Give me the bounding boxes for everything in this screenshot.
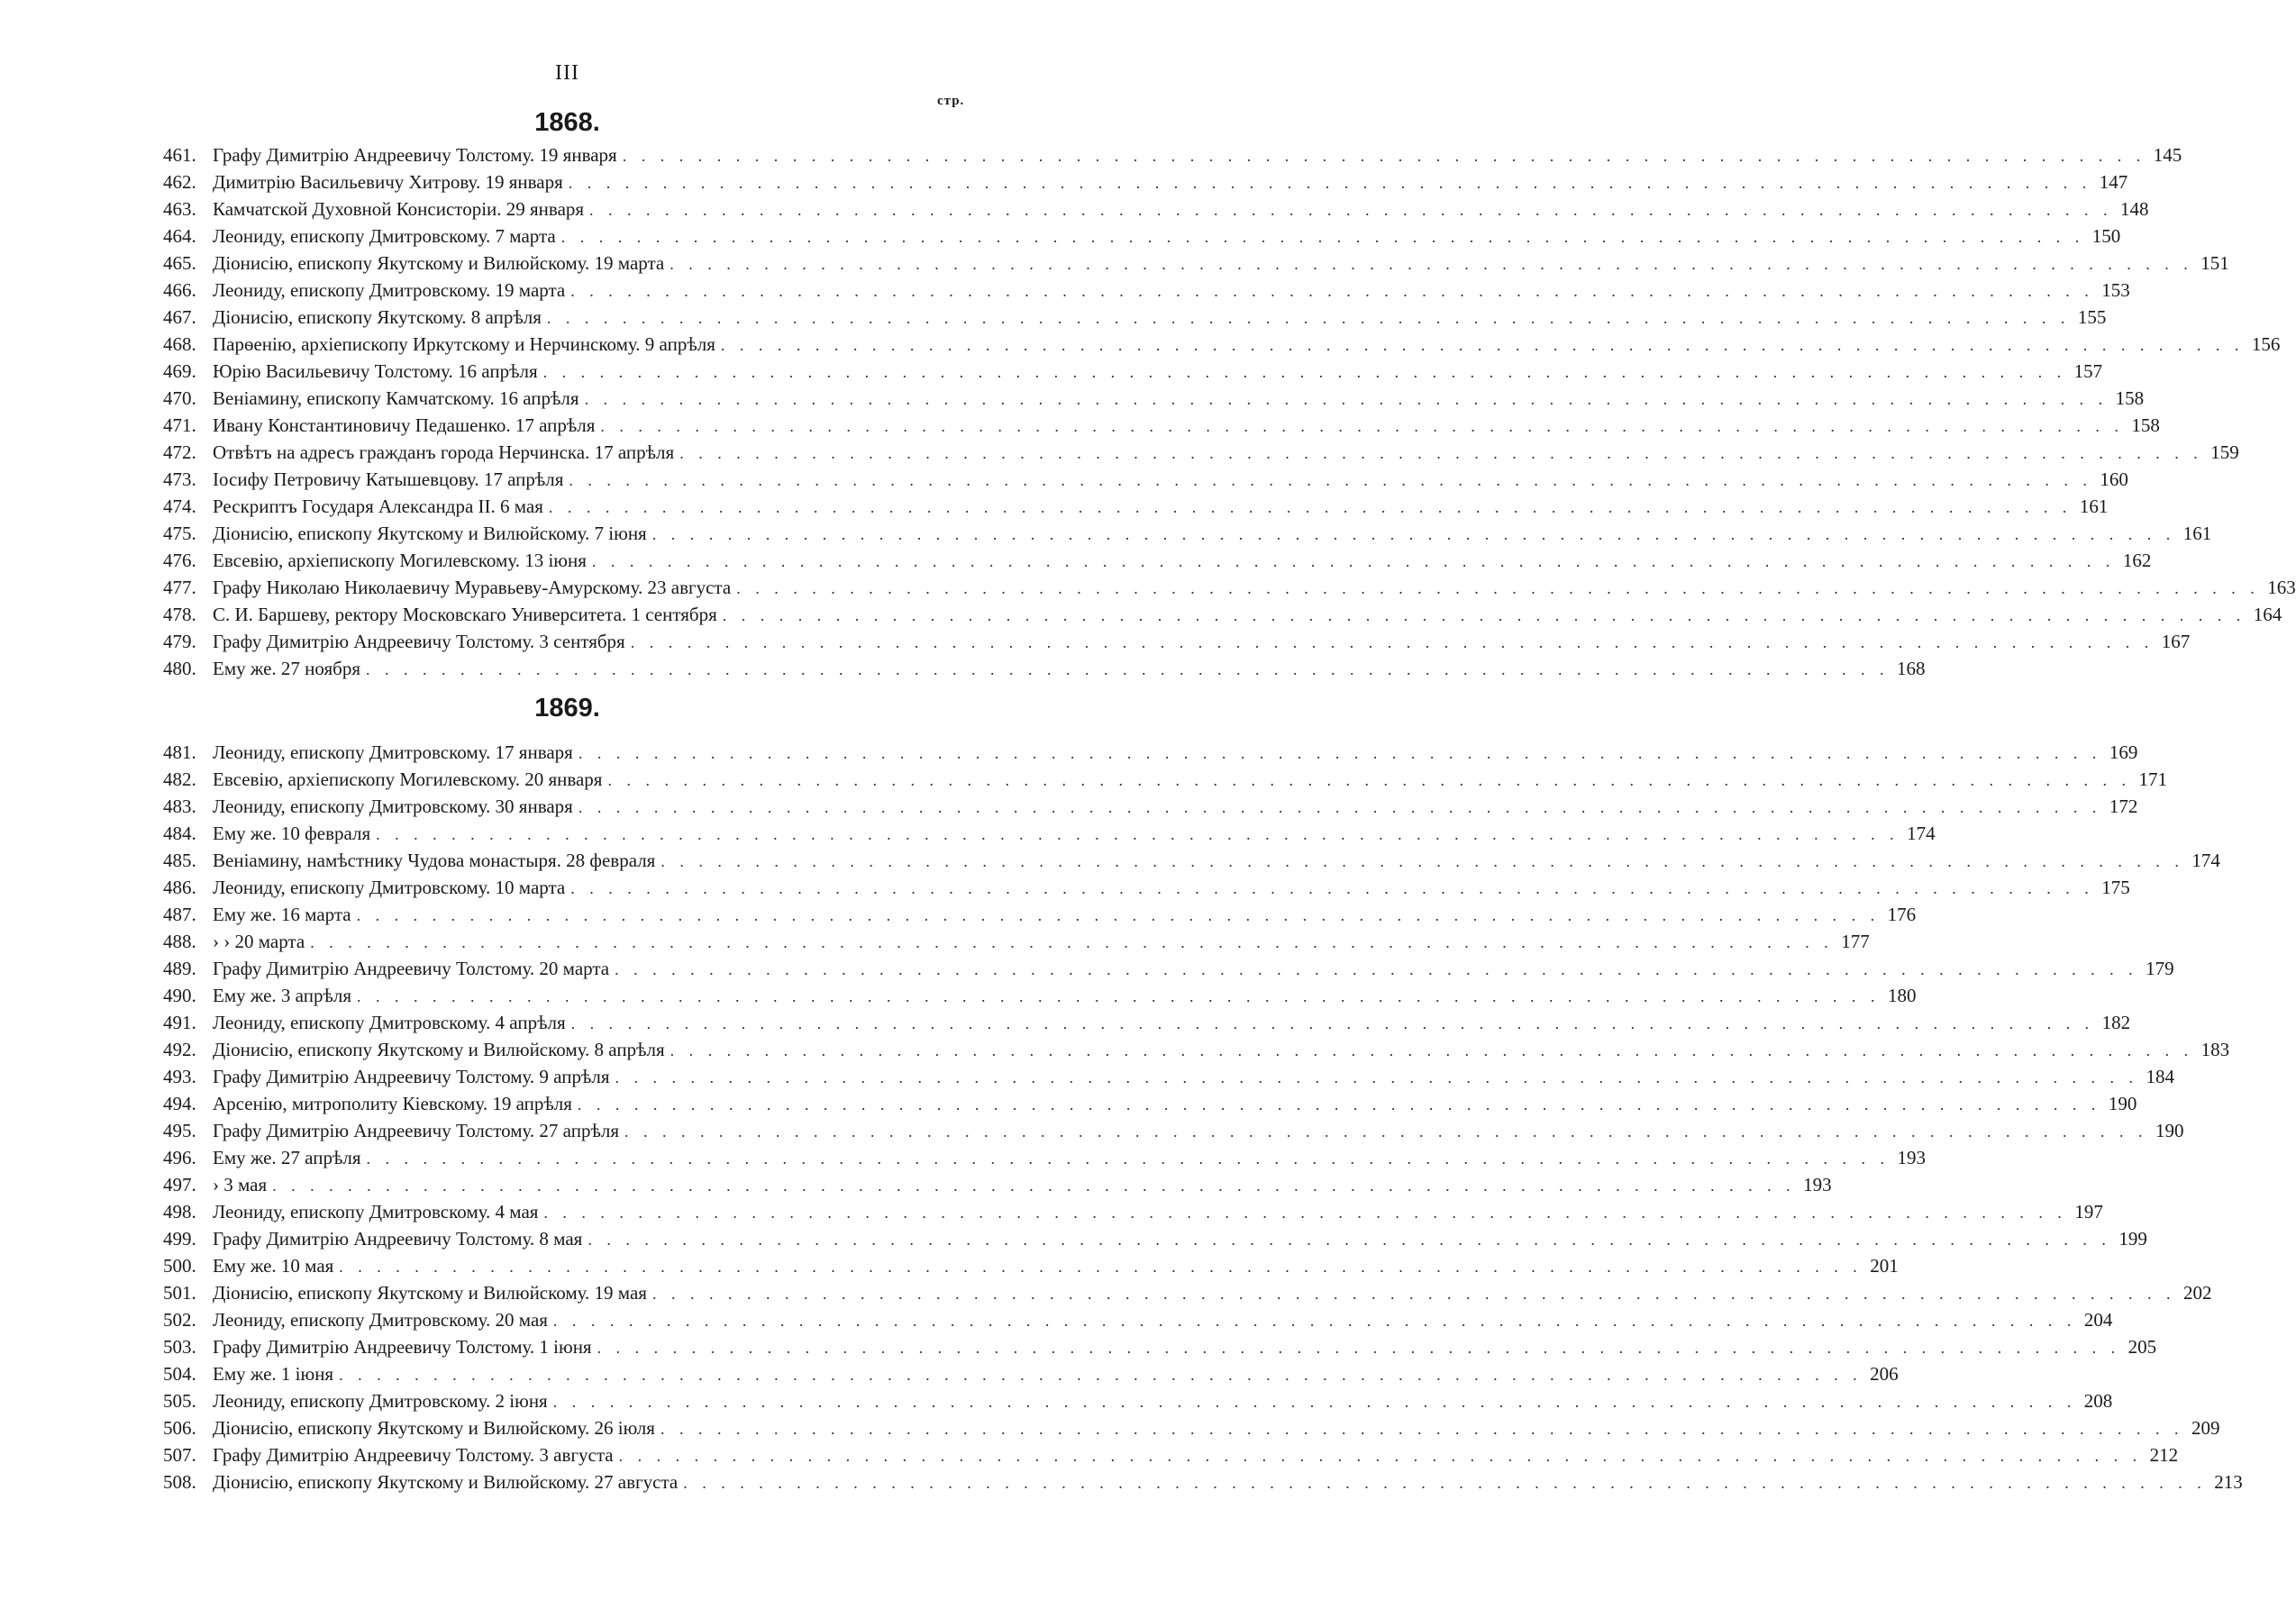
toc-entry: [163, 277, 2130, 304]
toc-entry: [163, 766, 2167, 793]
entry-number: 493.: [163, 1066, 196, 1087]
dot-leader: [652, 1280, 2176, 1307]
entry-number: 481.: [163, 741, 196, 763]
entry-page-number: 180: [1888, 985, 1917, 1006]
entry-number: 479.: [163, 631, 196, 652]
entry-page-number: 199: [2118, 1228, 2147, 1250]
dot-leader: [570, 875, 2094, 902]
entry-title: Діонисію, епископу Якутскому и Вилюйскому. 19 марта: [213, 252, 665, 274]
dot-leader: [357, 902, 1881, 929]
entry-number: 482.: [163, 768, 196, 790]
entry-page-number: 174: [2191, 850, 2220, 871]
dot-leader: [579, 740, 2102, 767]
year-heading-1868: 1868.: [534, 108, 600, 137]
dot-leader: [549, 494, 2073, 521]
entry-page-number: 177: [1841, 931, 1870, 952]
dot-leader: [570, 277, 2094, 305]
entry-number: 507.: [163, 1444, 196, 1466]
entry-page-number: 205: [2127, 1336, 2157, 1358]
entry-title: Рескриптъ Государя Александра II. 6 мая: [213, 495, 543, 517]
entry-title: Леониду, епископу Дмитровскому. 4 апрѣля: [213, 1012, 566, 1033]
entry-number: 497.: [163, 1174, 196, 1195]
entry-number: 508.: [163, 1471, 196, 1493]
dot-leader: [569, 169, 2092, 196]
toc-list-1868: [163, 141, 2296, 682]
entry-title: Ему же. 16 марта: [213, 904, 351, 925]
entry-title: Леониду, епископу Дмитровскому. 30 января: [213, 795, 573, 817]
entry-number: 499.: [163, 1228, 196, 1250]
toc-entry: [163, 1090, 2137, 1117]
entry-title: Евсевію, архіепископу Могилевскому. 13 іюня: [213, 550, 587, 571]
entry-page-number: 157: [2073, 360, 2103, 382]
entry-number: 465.: [163, 252, 196, 274]
dot-leader: [661, 848, 2184, 875]
toc-entry: [163, 547, 2152, 574]
entry-title: Леониду, епископу Дмитровскому. 10 марта: [213, 877, 566, 898]
entry-title: Ему же. 27 апрѣля: [213, 1147, 361, 1168]
entry-page-number: 202: [2182, 1282, 2212, 1304]
entry-number: 500.: [163, 1255, 196, 1277]
entry-number: 468.: [163, 333, 196, 355]
toc-entry: [163, 1333, 2157, 1360]
entry-page-number: 209: [2191, 1417, 2220, 1439]
entry-title: Камчатской Духовной Консисторіи. 29 января: [213, 198, 585, 220]
entry-title: С. И. Баршеву, ректору Московскаго Университета. 1 сентября: [213, 604, 717, 625]
dot-leader: [721, 332, 2245, 359]
toc-entry: [163, 1009, 2131, 1036]
entry-page-number: 161: [2182, 523, 2212, 544]
entry-title: Діонисію, епископу Якутскому и Вилюйскому. 19 мая: [213, 1282, 647, 1304]
entry-title: Леониду, епископу Дмитровскому. 19 марта: [213, 279, 566, 301]
entry-number: 487.: [163, 904, 196, 925]
entry-page-number: 190: [2108, 1093, 2137, 1114]
toc-entry: [163, 1279, 2212, 1306]
dot-leader: [553, 1307, 2077, 1334]
entry-title: Веніамину, епископу Камчатскому. 16 апрѣля: [213, 387, 579, 409]
entry-title: Леониду, епископу Дмитровскому. 7 марта: [213, 225, 556, 247]
entry-page-number: 174: [1907, 823, 1936, 844]
entry-title: Графу Димитрію Андреевичу Толстому. 20 марта: [213, 958, 610, 979]
toc-entry: [163, 1144, 1926, 1171]
entry-number: 466.: [163, 279, 196, 301]
entry-page-number: 158: [2131, 414, 2160, 436]
entry-number: 475.: [163, 523, 196, 544]
entry-page-number: 167: [2161, 631, 2191, 652]
entry-number: 464.: [163, 225, 196, 247]
dot-leader: [615, 956, 2138, 983]
entry-number: 461.: [163, 144, 196, 166]
toc-entry: [163, 466, 2128, 493]
entry-title: Графу Николаю Николаевичу Муравьеву-Амурскому. 23 августа: [213, 577, 732, 598]
entry-title: Графу Димитрію Андреевичу Толстому. 27 апрѣля: [213, 1120, 619, 1141]
entry-page-number: 164: [2253, 604, 2282, 625]
toc-entry: [163, 304, 2107, 331]
dot-leader: [661, 1415, 2184, 1442]
entry-number: 501.: [163, 1282, 196, 1304]
entry-title: Ему же. 27 ноября: [213, 658, 361, 679]
entry-page-number: 147: [2099, 171, 2128, 193]
dot-leader: [592, 548, 2116, 575]
toc-entry: [163, 982, 1917, 1009]
dot-leader: [589, 196, 2113, 223]
entry-number: 484.: [163, 823, 196, 844]
entry-page-number: 162: [2122, 550, 2152, 571]
toc-entry: [163, 1225, 2147, 1252]
toc-entry: [163, 574, 2296, 601]
entry-page-number: 155: [2077, 306, 2107, 328]
entry-number: 496.: [163, 1147, 196, 1168]
dot-leader: [624, 1118, 2148, 1145]
toc-entry: [163, 1441, 2179, 1468]
entry-page-number: 208: [2083, 1390, 2113, 1412]
entry-number: 504.: [163, 1363, 196, 1385]
dot-leader: [585, 386, 2109, 413]
toc-entry: [163, 331, 2281, 358]
entry-number: 486.: [163, 877, 196, 898]
entry-number: 462.: [163, 171, 196, 193]
toc-entry: [163, 1468, 2243, 1495]
entry-number: 469.: [163, 360, 196, 382]
entry-page-number: 163: [2267, 577, 2296, 598]
entry-title: Леониду, епископу Дмитровскому. 2 іюня: [213, 1390, 548, 1412]
entry-page-number: 171: [2138, 768, 2167, 790]
dot-leader: [736, 575, 2260, 602]
entry-number: 474.: [163, 495, 196, 517]
entry-page-number: 169: [2109, 741, 2138, 763]
entry-title: Діонисію, епископу Якутскому и Вилюйскому. 7 іюня: [213, 523, 647, 544]
entry-page-number: 193: [1803, 1174, 1832, 1195]
dot-leader: [600, 413, 2124, 440]
toc-entry: [163, 1252, 1899, 1279]
entry-title: Арсенію, митрополиту Кіевскому. 19 апрѣля: [213, 1093, 572, 1114]
dot-leader: [553, 1388, 2077, 1415]
entry-title: Діонисію, епископу Якутскому. 8 апрѣля: [213, 306, 542, 328]
toc-entry: [163, 739, 2138, 766]
entry-number: 483.: [163, 795, 196, 817]
entry-title: Евсевію, архіепископу Могилевскому. 20 января: [213, 768, 603, 790]
entry-title: Ивану Константиновичу Педашенко. 17 апрѣля: [213, 414, 596, 436]
entry-page-number: 159: [2210, 441, 2239, 463]
toc-entry: [163, 901, 1917, 928]
dot-leader: [272, 1172, 1796, 1199]
entry-number: 492.: [163, 1039, 196, 1060]
entry-title: Графу Димитрію Андреевичу Толстому. 1 іюня: [213, 1336, 592, 1358]
entry-page-number: 168: [1897, 658, 1926, 679]
toc-entry: [163, 250, 2229, 277]
entry-page-number: 151: [2200, 252, 2229, 274]
entry-number: 505.: [163, 1390, 196, 1412]
toc-entry: [163, 928, 1870, 955]
toc-entry: [163, 601, 2282, 628]
entry-title: Парѳенію, архіепископу Иркутскому и Нерчинскому. 9 апрѣля: [213, 333, 715, 355]
entry-page-number: 161: [2079, 495, 2109, 517]
toc-entry: [163, 1171, 1832, 1198]
entry-number: 502.: [163, 1309, 196, 1331]
entry-page-number: 184: [2146, 1066, 2174, 1087]
entry-title: Діонисію, епископу Якутскому и Вилюйскому. 8 апрѣля: [213, 1039, 665, 1060]
entry-number: 485.: [163, 850, 196, 871]
entry-title: › 3 мая: [213, 1174, 268, 1195]
dot-leader: [578, 1091, 2101, 1118]
toc-entry: [163, 168, 2128, 195]
dot-leader: [670, 1037, 2194, 1064]
toc-entry: [163, 655, 1926, 682]
entry-page-number: 156: [2251, 333, 2281, 355]
dot-leader: [357, 983, 1881, 1010]
toc-entry: [163, 1117, 2184, 1144]
entry-page-number: 193: [1897, 1147, 1926, 1168]
page-number: III: [555, 61, 579, 85]
entry-page-number: 179: [2146, 958, 2174, 979]
entry-title: Отвѣтъ на адресъ гражданъ города Нерчинска. 17 апрѣля: [213, 441, 675, 463]
entry-page-number: 176: [1887, 904, 1917, 925]
toc-entry: [163, 1036, 2230, 1063]
entry-page-number: 160: [2100, 468, 2128, 490]
dot-leader: [543, 1199, 2067, 1226]
entry-title: Ему же. 10 февраля: [213, 823, 371, 844]
year-heading-1869: 1869.: [534, 694, 600, 723]
toc-entry: [163, 793, 2138, 820]
entry-page-number: 158: [2115, 387, 2145, 409]
entry-title: Діонисію, епископу Якутскому и Вилюйскому. 26 іюля: [213, 1417, 655, 1439]
entry-title: Діонисію, епископу Якутскому и Вилюйскому. 27 августа: [213, 1471, 679, 1493]
dot-leader: [679, 440, 2203, 467]
entry-number: 488.: [163, 931, 196, 952]
dot-leader: [571, 1010, 2095, 1037]
entry-title: Ему же. 3 апрѣля: [213, 985, 351, 1006]
dot-leader: [339, 1361, 1863, 1388]
entry-title: Графу Димитрію Андреевичу Толстому. 3 сентября: [213, 631, 625, 652]
entry-number: 495.: [163, 1120, 196, 1141]
entry-page-number: 172: [2109, 795, 2138, 817]
entry-number: 470.: [163, 387, 196, 409]
entry-page-number: 182: [2101, 1012, 2131, 1033]
entry-title: Леониду, епископу Дмитровскому. 4 мая: [213, 1201, 539, 1223]
entry-page-number: 197: [2074, 1201, 2103, 1223]
toc-entry: [163, 628, 2191, 655]
toc-entry: [163, 955, 2174, 982]
toc-entry: [163, 847, 2220, 874]
dot-leader: [619, 1442, 2143, 1469]
toc-entry: [163, 520, 2212, 547]
entry-number: 494.: [163, 1093, 196, 1114]
dot-leader: [597, 1334, 2121, 1361]
entry-title: Ему же. 1 іюня: [213, 1363, 334, 1385]
entry-title: Графу Димитрію Андреевичу Толстому. 8 мая: [213, 1228, 583, 1250]
dot-leader: [339, 1253, 1863, 1280]
entry-title: Веніамину, намѣстнику Чудова монастыря. 28 февраля: [213, 850, 656, 871]
entry-page-number: 145: [2153, 144, 2182, 166]
entry-number: 503.: [163, 1336, 196, 1358]
entry-title: Димитрію Васильевичу Хитрову. 19 января: [213, 171, 563, 193]
entry-number: 491.: [163, 1012, 196, 1033]
dot-leader: [623, 142, 2146, 169]
entry-number: 476.: [163, 550, 196, 571]
toc-entry: [163, 412, 2160, 439]
entry-page-number: 206: [1870, 1363, 1899, 1385]
toc-entry: [163, 141, 2182, 168]
entry-title: Леониду, епископу Дмитровскому. 17 января: [213, 741, 573, 763]
entry-page-number: 175: [2101, 877, 2130, 898]
entry-number: 473.: [163, 468, 196, 490]
toc-entry: [163, 820, 1936, 847]
entry-title: Юрію Васильевичу Толстому. 16 апрѣля: [213, 360, 538, 382]
dot-leader: [579, 794, 2102, 821]
dot-leader: [670, 250, 2193, 277]
toc-entry: [163, 874, 2130, 901]
dot-leader: [367, 1145, 1891, 1172]
dot-leader: [615, 1064, 2139, 1091]
entry-page-number: 213: [2214, 1471, 2243, 1493]
entry-title: Графу Димитрію Андреевичу Толстому. 9 апрѣля: [213, 1066, 610, 1087]
entry-number: 490.: [163, 985, 196, 1006]
dot-leader: [561, 223, 2085, 250]
entry-number: 506.: [163, 1417, 196, 1439]
toc-entry: [163, 358, 2103, 385]
entry-number: 478.: [163, 604, 196, 625]
dot-leader: [652, 521, 2176, 548]
dot-leader: [683, 1469, 2207, 1496]
entry-page-number: 148: [2120, 198, 2149, 220]
dot-leader: [607, 767, 2131, 794]
entry-title: Графу Димитрію Андреевичу Толстому. 19 января: [213, 144, 617, 166]
entry-page-number: 183: [2200, 1039, 2230, 1060]
entry-number: 480.: [163, 658, 196, 679]
toc-entry: [163, 385, 2145, 412]
toc-entry: [163, 1063, 2174, 1090]
toc-entry: [163, 493, 2109, 520]
dot-leader: [366, 656, 1890, 683]
entry-title: Леониду, епископу Дмитровскому. 20 мая: [213, 1309, 548, 1331]
entry-number: 477.: [163, 577, 196, 598]
toc-entry: [163, 1387, 2113, 1414]
entry-number: 472.: [163, 441, 196, 463]
entry-title: Ему же. 10 мая: [213, 1255, 334, 1277]
entry-page-number: 212: [2149, 1444, 2179, 1466]
entry-number: 463.: [163, 198, 196, 220]
dot-leader: [547, 305, 2071, 332]
entry-number: 489.: [163, 958, 196, 979]
page-column-label: стр.: [937, 94, 965, 108]
dot-leader: [310, 929, 1834, 956]
toc-entry: [163, 223, 2121, 250]
entry-page-number: 201: [1870, 1255, 1899, 1277]
dot-leader: [376, 821, 1900, 848]
dot-leader: [631, 629, 2155, 656]
entry-page-number: 150: [2091, 225, 2121, 247]
entry-page-number: 190: [2155, 1120, 2184, 1141]
entry-title: Іосифу Петровичу Катышевцову. 17 апрѣля: [213, 468, 564, 490]
dot-leader: [543, 359, 2067, 386]
toc-entry: [163, 1414, 2220, 1441]
entry-number: 467.: [163, 306, 196, 328]
toc-list-1869: [163, 739, 2243, 1495]
dot-leader: [569, 467, 2092, 494]
toc-entry: [163, 1198, 2103, 1225]
entry-page-number: 153: [2101, 279, 2130, 301]
entry-title: Графу Димитрію Андреевичу Толстому. 3 августа: [213, 1444, 614, 1466]
entry-title: › › 20 марта: [213, 931, 305, 952]
toc-entry: [163, 195, 2149, 223]
entry-number: 498.: [163, 1201, 196, 1223]
entry-number: 471.: [163, 414, 196, 436]
dot-leader: [723, 602, 2246, 629]
toc-entry: [163, 439, 2239, 466]
toc-entry: [163, 1306, 2113, 1333]
toc-entry: [163, 1360, 1899, 1387]
dot-leader: [588, 1226, 2111, 1253]
entry-page-number: 204: [2083, 1309, 2113, 1331]
